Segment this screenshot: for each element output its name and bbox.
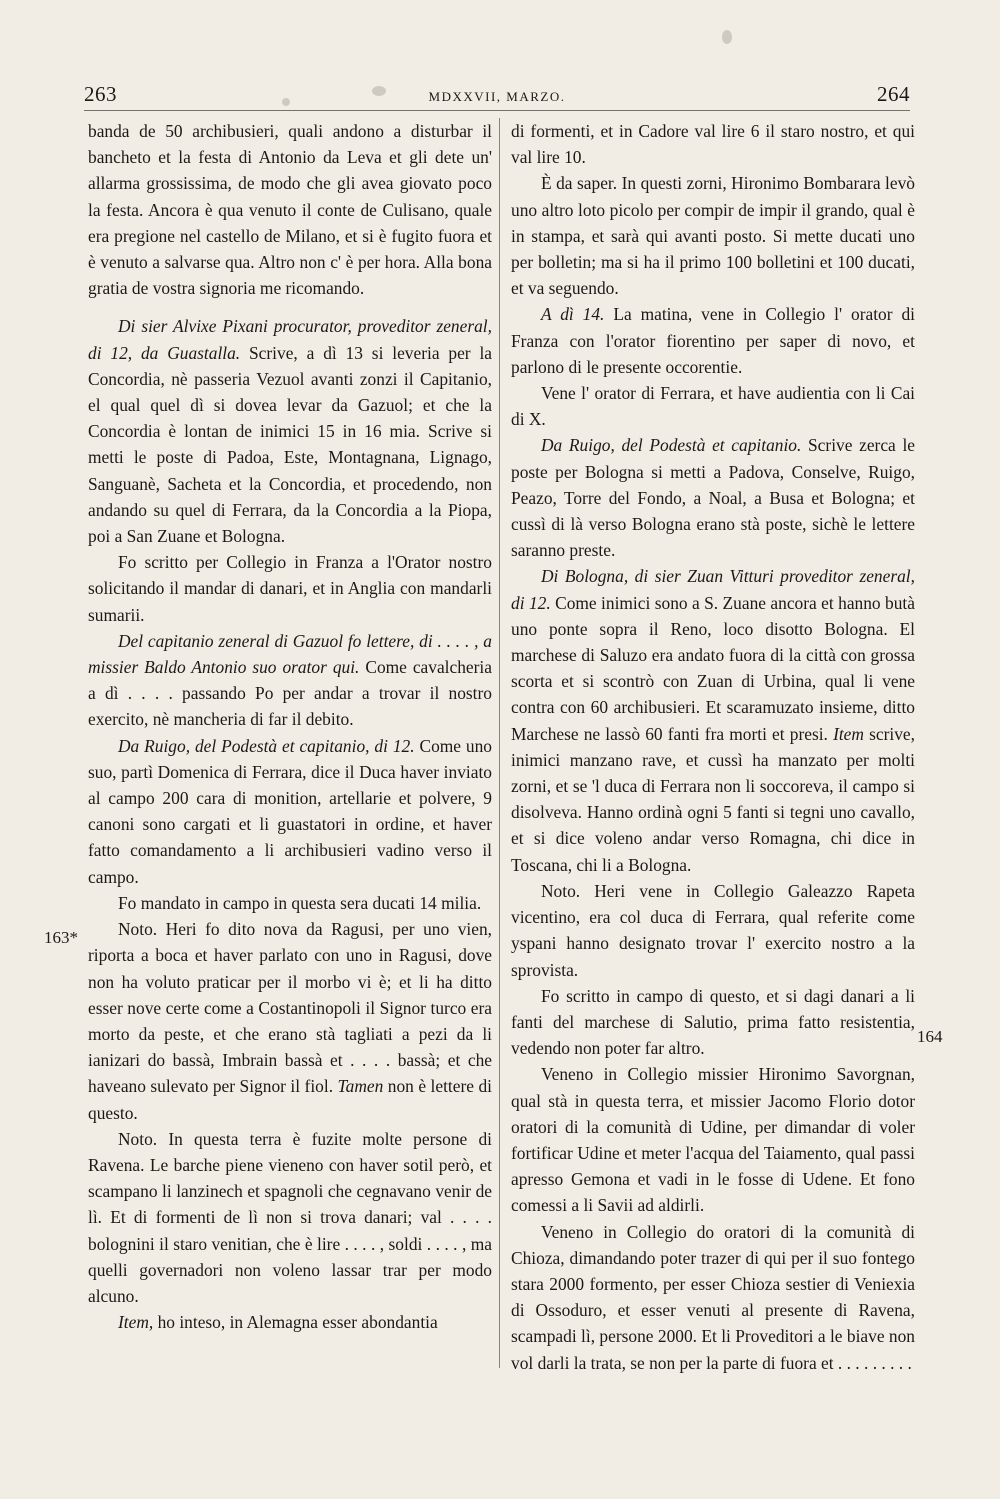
paragraph: Fo mandato in campo in questa sera ducati 14 milia. [118, 892, 482, 913]
right-column [511, 118, 915, 1376]
paragraph: Di Bologna, di sier Zuan Vitturi proveditor zeneral, di 12. Come inimici sono a S. Zuane ancora et hanno butà uno ponte sopra il Reno, loco disotto Bologna. El marchese di Saluzo era andato fuora di la città con grossa scorta et si scontrò con Zuan di Urbina, qual li vene contra con 60 archibusieri. Et scaramuzato insieme, ditto Marchese ne lassò 60 fanti fra morti et presi. Item scrive, inimici manzano rave, et cussì ha manzato per molti zorni, et se 'l duca di Ferrara non li soccoreva, il campo si disolveva. Hanno ordinà ogni 5 fanti si tegni uno cavallo, et si dice voleno andar verso Romagna, chi dice in Toscana, chi li a Bologna. [511, 566, 915, 875]
paragraph: Di sier Alvixe Pixani procurator, proveditor zeneral, di 12, da Guastalla. Scrive, a dì 13 si leveria per la Concordia, nè passeria Vezuol avanti zonzi il Capitanio, el qual quel dì si dovea levar da Gazuol; et che la Concordia è lontan de inimici 15 in 16 mia. Scrive si metti le poste di Padoa, Este, Montagnana, Lignago, Sanguanè, Sacheta et la Concordia, et procedendo, non andando su quel di Ferrara, da la Concordia a la Piopa, poi a San Zuane et Bologna. [88, 316, 492, 547]
paragraph: banda de 50 archibusieri, quali andono a disturbar il bancheto et la festa di Antonio da Leva et gli dete un' allarma grossissima, de modo che gli avea giovato poco la festa. Ancora è qua venuto il conte de Culisano, quale era pregione nel castello de Milano, et si è fugito fuora et è venuto a salvarse qua. Altro non c' è per hora. Alla bona gratia de vostra signoria me ricomando. [88, 121, 492, 299]
paragraph: Veneno in Collegio do oratori di la comunità di Chioza, dimandando poter trazer di qui per il suo fontego stara 2000 formento, per esser Chioza sestier di Veniexia di Ossoduro, et esser venuti al presente di Ravena, scampadi lì, persone 2000. Et li Proveditori a le biave non vol darli la trata, se non per la parte di fuora et . . . . . . . . . [511, 1221, 915, 1373]
paragraph: Del capitanio zeneral di Gazuol fo lettere, di . . . . , a missier Baldo Antonio suo orator qui. Come cavalcheria a dì . . . . passando Po per andar a trovar il nostro exercito, nè mancheria di far il debito. [88, 630, 492, 730]
margin-note-right: 164 [917, 1027, 943, 1046]
paragraph: È da saper. In questi zorni, Hironimo Bombarara levò uno altro loto picolo per compir de impir il grando, qual è in stampa, et sarà qui avanti posto. Si mette ducati uno per bolletin; ma si ha il primo 100 bolletini et 100 ducati, et va seguendo. [511, 173, 915, 299]
entry-heading: A dì 14. [541, 304, 605, 325]
paragraph: Vene l' orator di Ferrara, et have audientia con li Cai di X. [511, 383, 915, 430]
paragraph: Noto. In questa terra è fuzite molte persone di Ravena. Le barche piene vieneno con haver sotil però, et scampano li lanzinech et spagnoli che cegnavano venir de lì. Et di formenti de lì non si trova danari; val . . . . bolognini il staro venitian, che è lire . . . . , soldi . . . . , ma quelli governadori non voleno lassar trar per modo alcuno. [88, 1128, 492, 1306]
left-column [88, 118, 492, 1335]
entry-heading: Da Ruigo, del Podestà et capitanio, di 12. [118, 735, 415, 756]
page-number-left: 263 [84, 82, 117, 106]
entry-heading: Di sier Alvixe Pixani procurator, proveditor zeneral, di 12, da Guastalla. [88, 316, 492, 363]
paragraph: Item, ho inteso, in Alemagna esser abondantia [118, 1312, 438, 1333]
page-number-right: 264 [877, 82, 910, 106]
paragraph: Da Ruigo, del Podestà et capitanio, di 12. Come uno suo, partì Domenica di Ferrara, dice il Duca haver inviato al campo 200 cara di monition, artellarie et polvere, 9 canoni sono cargati et li guastatori in ordine, et haver fatto comandamento a li archibusieri vadino verso il campo. [88, 735, 493, 887]
paragraph: Fo scritto in campo di questo, et si dagi danari a li fanti del marchese di Salutio, prima fatto resistentia, vedendo non poter far altro. [511, 985, 915, 1059]
paragraph: Veneno in Collegio missier Hironimo Savorgnan, qual stà in questa terra, et missier Jacomo Florio dotor oratori di la comunità di Udine, per dimandar di voler fortificar Udine et meter l'acqua del Taiamento, qual passi apresso Gemona et vadi in le fosse di Udene. Et fono comessi a li Savii ad aldirli. [511, 1064, 915, 1216]
entry-heading: Da Ruigo, del Podestà et capitanio. [541, 435, 802, 456]
paragraph: Da Ruigo, del Podestà et capitanio. Scrive zerca le poste per Bologna si metti a Padova, Conselve, Ruigo, Peazo, Torre del Fondo, a Noal, a Busa et Bologna; et cussì di là verso Bologna erano stà poste, sichè le lettere saranno preste. [511, 435, 915, 561]
paragraph: di formenti, et in Cadore val lire 6 il staro nostro, et qui val lire 10. [511, 121, 915, 168]
header-rule [84, 110, 910, 111]
column-divider [499, 118, 500, 1368]
paragraph: Noto. Heri vene in Collegio Galeazzo Rapeta vicentino, era col duca di Ferrara, qual referite come yspani hanno designato trovar l' exercito nostro a la sprovista. [511, 880, 915, 980]
running-title: MDXXVII, MARZO. [428, 89, 566, 104]
paragraph: Noto. Heri fo dito nova da Ragusi, per uno vien, riporta a boca et haver parlato con uno in Ragusi, dove non ha voluto praticar per il morbo vi è; et li ha ditto esser nove certe come a Costantinopoli il Signor turco era morto da peste, et che erano stà tagliati a pezi da li ianizari do bassà, Imbrain bassà et . . . . bassà; et che haveano sulevato per Signor il fiol. Tamen non è lettere di questo. [88, 919, 492, 1123]
margin-note-left: 163* [44, 928, 78, 947]
paragraph: A dì 14. La matina, vene in Collegio l' orator di Franza con l'orator fiorentino per saper di novo, et parlono di le presente occorentie. [511, 304, 915, 377]
entry-heading: Del capitanio zeneral di Gazuol fo lettere, di . . . . , a missier Baldo Antonio suo orator qui. [88, 630, 492, 678]
entry-heading: Di Bologna, di sier Zuan Vitturi proveditor zeneral, di 12. [511, 566, 915, 613]
page-header [84, 82, 910, 110]
paragraph: Fo scritto per Collegio in Franza a l'Orator nostro solicitando il mandar di danari, et in Anglia con mandarli sumarii. [88, 552, 492, 625]
